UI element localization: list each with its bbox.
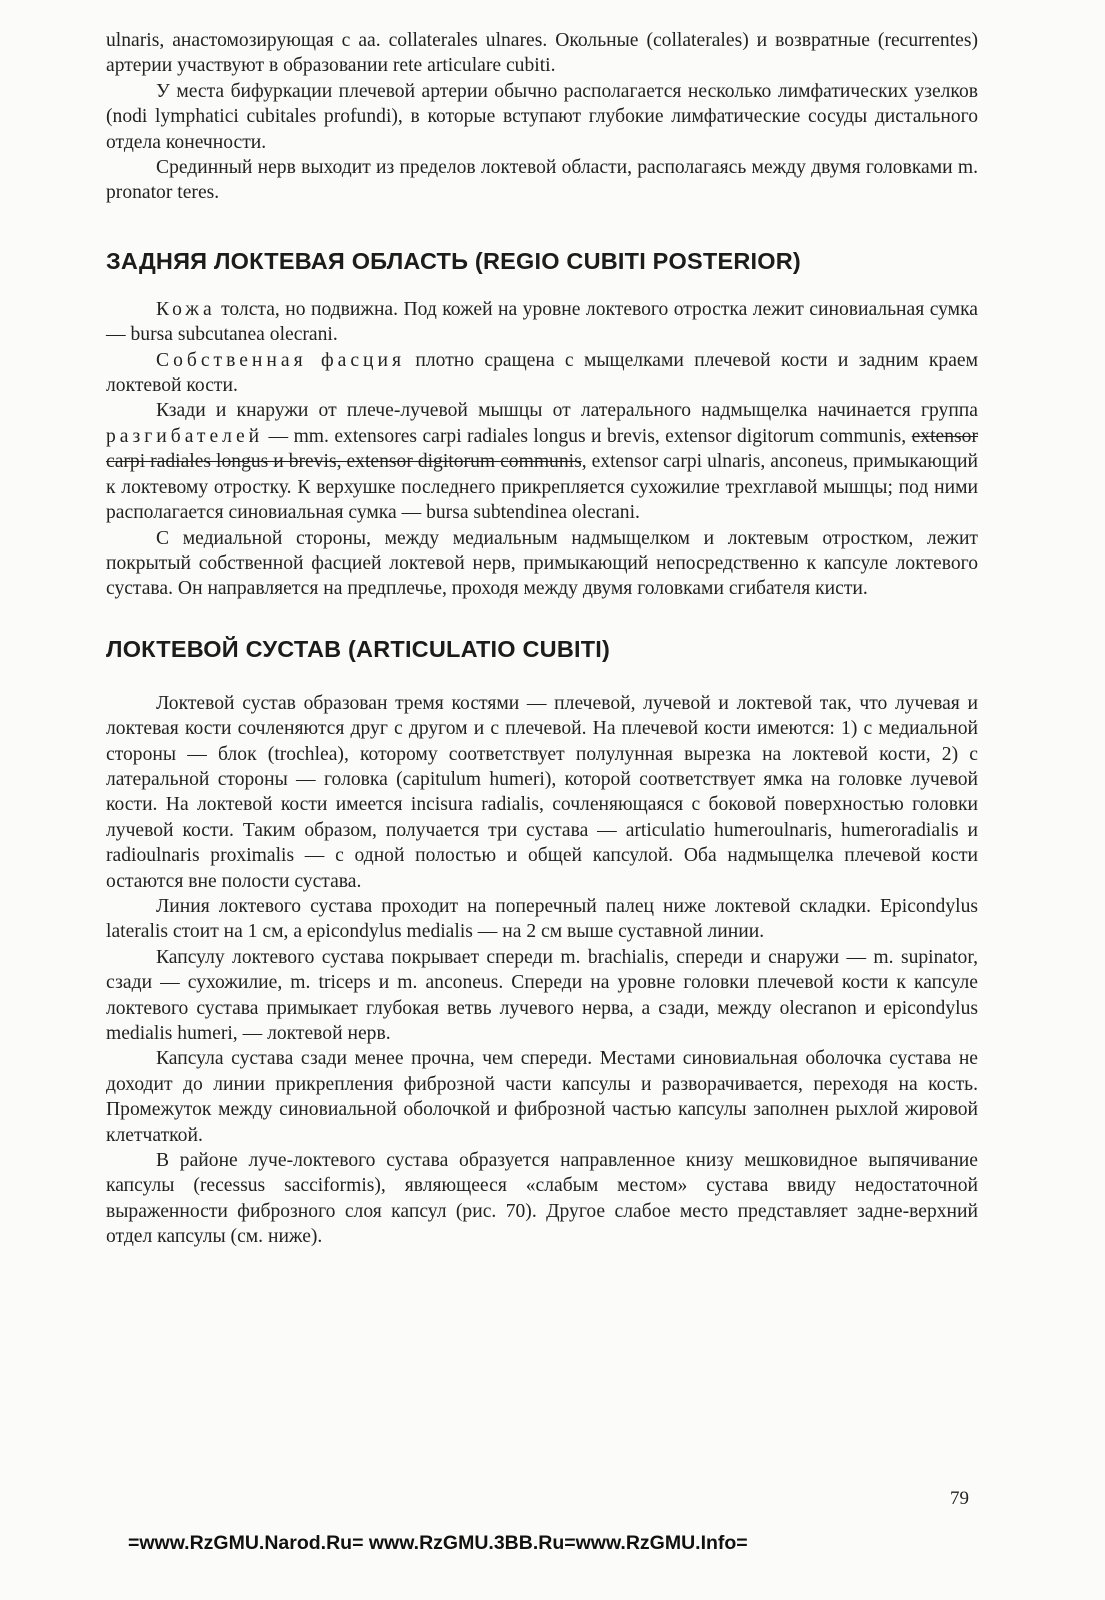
paragraph-median-nerve: Срединный нерв выходит из пределов локтевой области, располагаясь между двумя головками m. pronator teres. (106, 157, 978, 204)
section-title-elbow-joint: ЛОКТЕВОЙ СУСТАВ (ARTICULATIO CUBITI) (106, 635, 611, 662)
paragraph-joint-capsule: Капсулу локтевого сустава покрывает спереди m. brachialis, спереди и снаружи — m. supinator, сзади — сухожилие, m. triceps и m. anconeus. Спереди на уровне головки плечевой кости к капсуле локтевого сустава примыкает глубокая ветвь лучевого нерва, а сзади, между olecranon и epicondylus medialis humeri, — локтевой нерв. (106, 946, 978, 1044)
paragraph-extensors-a: Кзади и кнаружи от плече-лучевой мышцы от латерального надмыщелка начинается группа (156, 400, 978, 422)
page-content (106, 28, 978, 1250)
paragraph-extensors (106, 398, 978, 525)
struck-text: extensor carpi radiales longus и brevis, extensor digitorum communis (106, 425, 978, 473)
footer-watermark: =www.RzGMU.Narod.Ru= www.RzGMU.3BB.Ru=www.RzGMU.Info= (128, 1532, 748, 1554)
page-number: 79 (950, 1488, 969, 1509)
paragraph-fascia (106, 348, 978, 399)
paragraph-capsule-strength: Капсула сустава сзади менее прочна, чем спереди. Местами синовиальная оболочка сустава не доходит до линии прикрепления фиброзной части капсулы и разворачивается, переходя на кость. Промежуток между синовиальной оболочкой и фиброзной частью капсулы заполнен рыхлой жировой клетчаткой. (106, 1048, 978, 1146)
term-skin: Кожа (156, 298, 216, 320)
paragraph-skin (106, 297, 978, 348)
paragraph-joint-bones: Локтевой сустав образован тремя костями — плечевой, лучевой и локтевой так, что лучевая и локтевая кости сочленяются друг с другом и с плечевой. На плечевой кости имеются: 1) с медиальной стороны — блок (trochlea), которому соответствует полулунная вырезка на локтевой кости, 2) с латеральной стороны — головка (capitulum humeri), которой соответствует ямка на головке лучевой кости. На локтевой кости имеется incisura radialis, сочленяющаяся с боковой поверхностью головки лучевой кости. Таким образом, получается три сустава — articulatio humeroulnaris, humeroradialis и radioulnaris proximalis — с одной полостью и общей капсулой. Оба надмыщелка плечевой кости остаются вне полости сустава. (106, 692, 978, 892)
paragraph-joint-line: Линия локтевого сустава проходит на поперечный палец ниже локтевой складки. Epicondylus lateralis стоит на 1 см, а epicondylus medialis — на 2 см выше суставной линии. (106, 895, 978, 943)
paragraph-fascia-text: плотно сращена с мыщелками плечевой кости и задним краем локтевой кости. (106, 349, 978, 397)
term-extensors: разгибателей (106, 425, 264, 447)
paragraph-lymph-nodes: У места бифуркации плечевой артерии обычно располагается несколько лимфатических узелков (nodi lymphatici cubitales profundi), в которые вступают глубокие лимфатические сосуды дистального отдела конечности. (106, 80, 978, 153)
term-fascia: Собственная фасция (156, 349, 406, 371)
paragraph-skin-text: толста, но подвижна. Под кожей на уровне локтевого отростка лежит синовиальная сумка — bursa subcutanea olecrani. (106, 298, 978, 346)
section-title-posterior-region: ЗАДНЯЯ ЛОКТЕВАЯ ОБЛАСТЬ (REGIO CUBITI POSTERIOR) (106, 247, 801, 274)
paragraph-weak-place: В районе луче-локтевого сустава образуется направленное книзу мешковидное выпячивание капсулы (recessus sacciformis), являющееся «слабым местом» сустава ввиду недостаточной выраженности фиброзного слоя капсул (рис. 70). Другое слабое место представляет задне-верхний отдел капсулы (см. ниже). (106, 1150, 978, 1248)
paragraph-ulnar-nerve: С медиальной стороны, между медиальным надмыщелком и локтевым отростком, лежит покрытый собственной фасцией локтевой нерв, примыкающий непосредственно к капсуле локтевого сустава. Он направляется на предплечье, проходя между двумя головками сгибателя кисти. (106, 527, 978, 600)
paragraph-extensors-b: — mm. extensores carpi radiales longus и brevis, extensor digitorum communis, (263, 425, 912, 447)
paragraph-extensors-c: , extensor carpi ulnaris, anconeus, примыкающий к локтевому отростку. К верхушке последнего прикрепляется сухожилие трехглавой мышцы; под ними располагается синовиальная сумка — bursa subtendinea olecrani. (106, 451, 978, 524)
paragraph-continued: ulnaris, анастомозирующая с aa. collaterales ulnares. Окольные (collaterales) и возвратные (recurrentes) артерии участвуют в образовании rete articulare cubiti. (106, 30, 978, 77)
